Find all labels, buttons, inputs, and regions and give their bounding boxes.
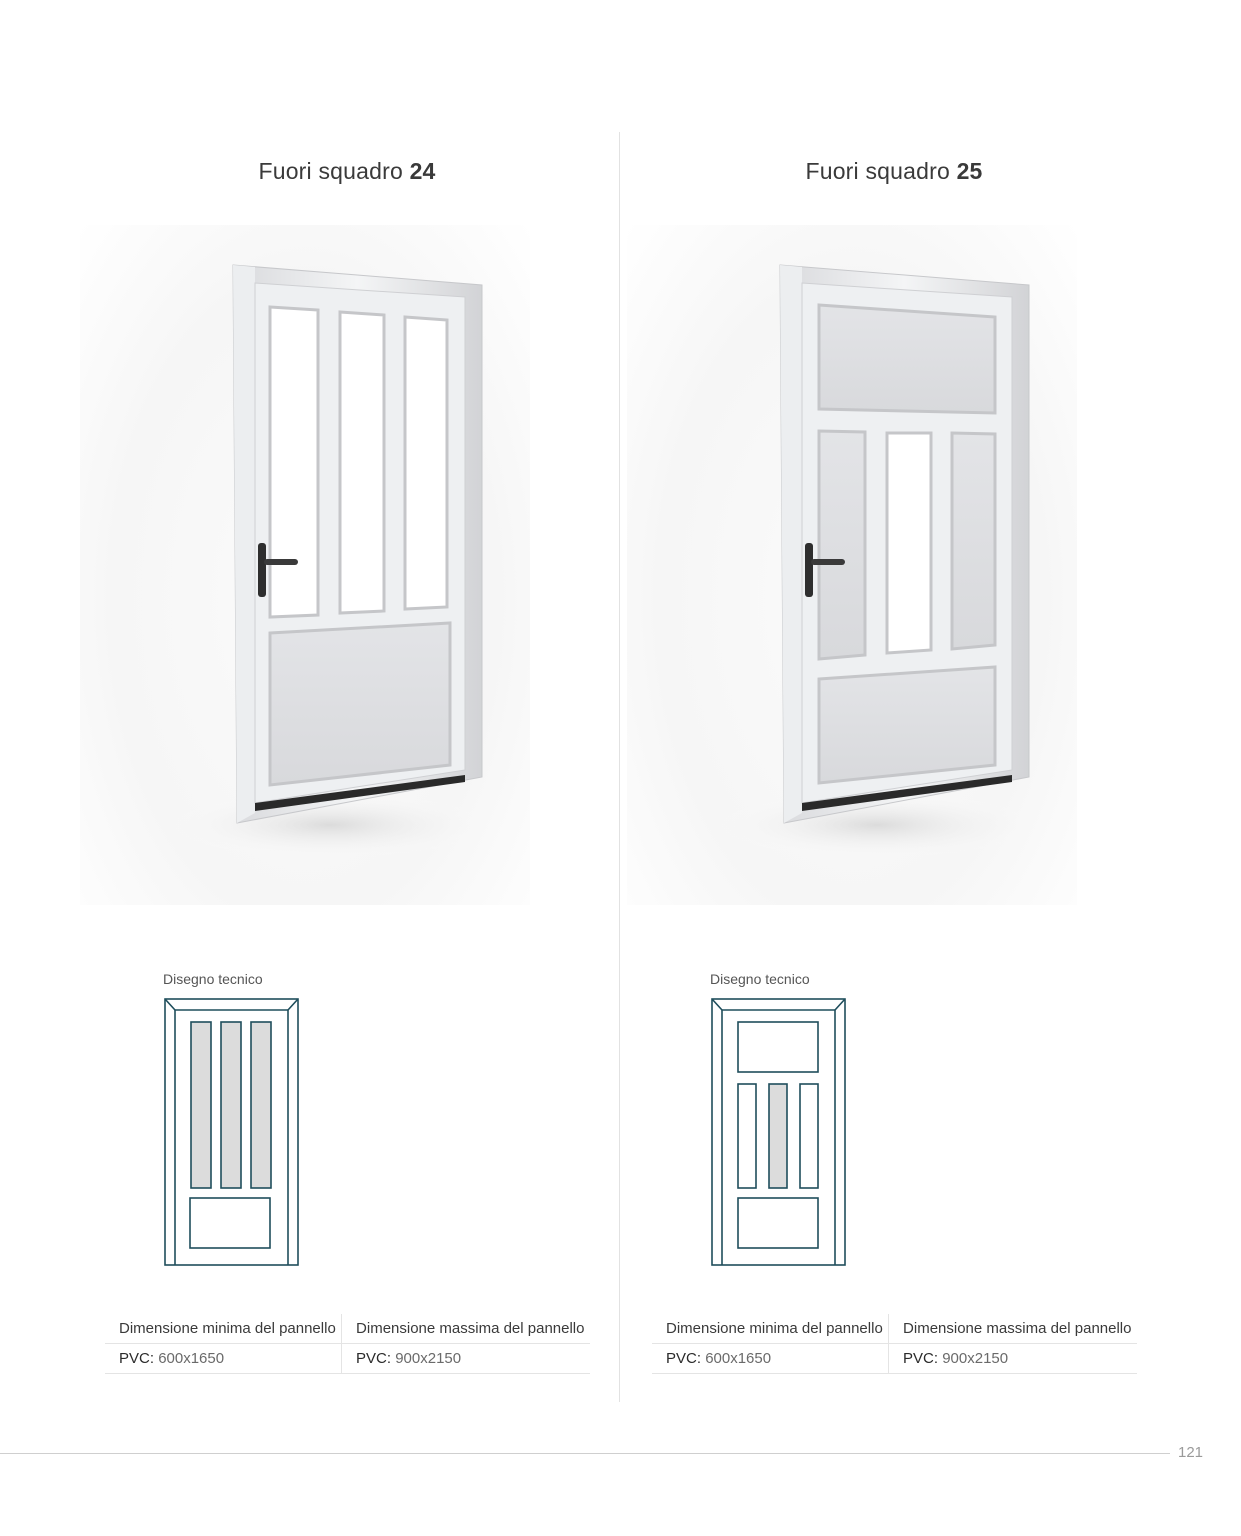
dimension-value: 600x1650 xyxy=(705,1350,772,1367)
technical-drawing-label: Disegno tecnico xyxy=(710,971,810,987)
technical-drawing-25 xyxy=(710,996,848,1268)
title-prefix: Fuori squadro xyxy=(805,158,950,184)
dimension-value: 900x2150 xyxy=(395,1350,462,1367)
footer-rule xyxy=(0,1453,1170,1454)
header-min: Dimensione minima del pannello xyxy=(105,1314,342,1344)
title-prefix: Fuori squadro xyxy=(258,158,403,184)
technical-drawing-label: Disegno tecnico xyxy=(163,971,263,987)
title-number: 24 xyxy=(409,158,436,184)
table-row xyxy=(652,1344,1137,1374)
product-column-25 xyxy=(547,0,1167,1420)
cell-min xyxy=(652,1344,889,1374)
cell-max xyxy=(889,1344,1137,1374)
header-max: Dimensione massima del pannello xyxy=(889,1314,1137,1344)
door-photo-24 xyxy=(160,255,500,855)
header-max: Dimensione massima del pannello xyxy=(342,1314,590,1344)
door-photo-25 xyxy=(707,255,1047,855)
dimension-table-25 xyxy=(652,1314,1137,1374)
product-column-24 xyxy=(0,0,620,1420)
table-row xyxy=(105,1344,590,1374)
material-label: PVC: xyxy=(119,1350,155,1367)
cell-min xyxy=(105,1344,342,1374)
product-title xyxy=(584,158,1204,185)
title-number: 25 xyxy=(956,158,983,184)
dimension-table-24 xyxy=(105,1314,590,1374)
dimension-value: 900x2150 xyxy=(942,1350,1009,1367)
material-label: PVC: xyxy=(356,1350,392,1367)
technical-drawing-24 xyxy=(163,996,301,1268)
header-min: Dimensione minima del pannello xyxy=(652,1314,889,1344)
material-label: PVC: xyxy=(666,1350,702,1367)
page-number: 121 xyxy=(1178,1444,1204,1461)
material-label: PVC: xyxy=(903,1350,939,1367)
table-header-row xyxy=(105,1314,590,1344)
dimension-value: 600x1650 xyxy=(158,1350,225,1367)
table-header-row xyxy=(652,1314,1137,1344)
